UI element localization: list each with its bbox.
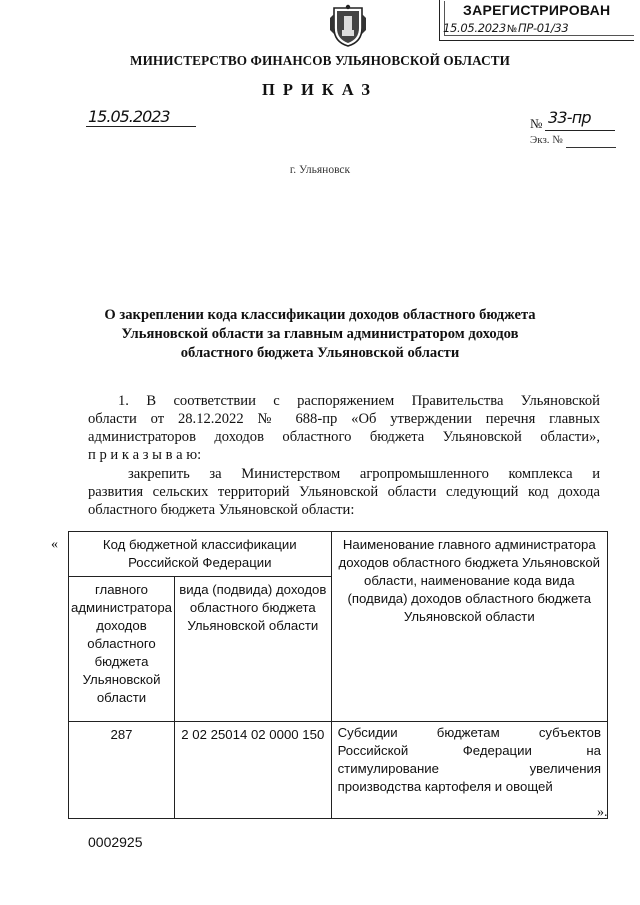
- table-header-row: [69, 532, 608, 577]
- document-type: ПРИКАЗ: [262, 80, 378, 99]
- number-underline: [545, 130, 615, 131]
- copy-number-label: Экз. №: [530, 134, 563, 146]
- paragraph-2-line-2: развития сельских территорий Ульяновской области следующий код дохода: [88, 484, 600, 500]
- opening-quote: «: [51, 537, 58, 552]
- order-number-label: №: [530, 116, 543, 131]
- paragraph-1-line-1: 1. В соответствии с распоряжением Правительства Ульяновской: [118, 393, 600, 409]
- row-admin-code: 287: [69, 722, 175, 819]
- stamp-number: ПР-01/33: [517, 21, 569, 35]
- paragraph-1-line-4: п р и к а з ы в а ю:: [88, 447, 202, 463]
- registration-stamp: [435, 0, 635, 40]
- order-number: 33-пр: [548, 108, 591, 127]
- table-row: [69, 722, 608, 819]
- header-admin: главного администратора доходов областного бюджета Ульяновской области: [69, 577, 175, 722]
- header-code: Код бюджетной классификации Российской Федерации: [69, 532, 332, 577]
- date-underline: [86, 126, 196, 127]
- ministry-name: МИНИСТЕРСТВО ФИНАНСОВ УЛЬЯНОВСКОЙ ОБЛАСТИ: [130, 53, 510, 68]
- document-title: [90, 306, 550, 363]
- title-line: Ульяновской области за главным администратором доходов: [121, 326, 519, 342]
- paragraph-2-line-3: областного бюджета Ульяновской области:: [88, 502, 355, 518]
- stamp-date: 15.05.2023: [443, 21, 506, 35]
- copy-number-underline: [566, 147, 616, 148]
- closing-quote: ».: [597, 805, 608, 820]
- barcode-number: 0002925: [88, 834, 143, 850]
- header-name: Наименование главного администратора доходов областного бюджета Ульяновской области, наименование кода вида (подвида) доходов областного бюджета Ульяновской области: [331, 532, 607, 722]
- paragraph-1-line-3: администраторов доходов областного бюджета Ульяновской области»,: [88, 429, 600, 445]
- row-kind-code: 2 02 25014 02 0000 150: [175, 722, 332, 819]
- header-kind: вида (подвида) доходов областного бюджета Ульяновской области: [175, 577, 332, 722]
- order-date: 15.05.2023: [88, 107, 170, 126]
- title-line: областного бюджета Ульяновской области: [180, 345, 460, 361]
- city: г. Ульяновск: [289, 164, 351, 176]
- row-name: Субсидии бюджетам субъектов Российской Федерации на стимулирование увеличения производства картофеля и овощей: [331, 722, 607, 819]
- stamp-registration-line: [443, 21, 568, 35]
- paragraph-2-line-1: закрепить за Министерством агропромышленного комплекса и: [128, 466, 600, 482]
- title-line: О закреплении кода классификации доходов областного бюджета: [104, 307, 536, 323]
- income-code-table: [68, 531, 608, 819]
- stamp-title: ЗАРЕГИСТРИРОВАН: [463, 2, 611, 18]
- paragraph-1-line-2: области от 28.12.2022 № 688-пр «Об утверждении перечня главных: [88, 411, 600, 427]
- coat-of-arms-icon: [328, 4, 368, 48]
- stamp-number-sign: №: [506, 24, 517, 35]
